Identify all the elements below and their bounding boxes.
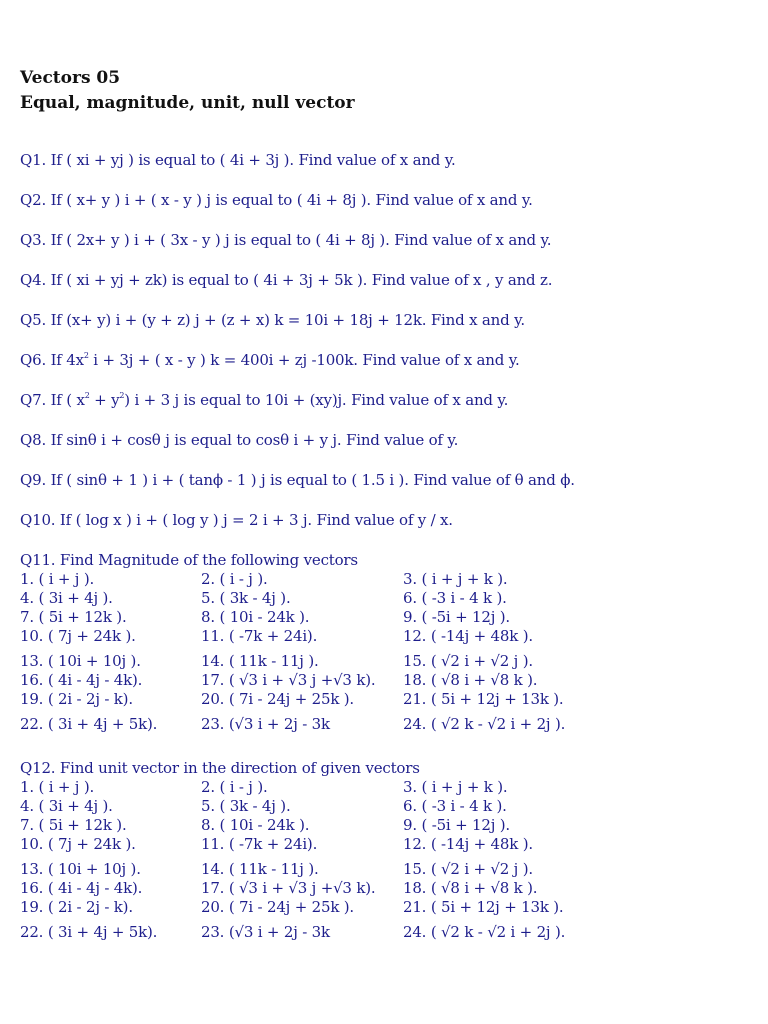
vector-grid [20,778,750,942]
vector-item: 13. ( 10i + 10j ). [20,860,141,878]
vector-item: 6. ( -3 i - 4 k ). [403,797,507,815]
vector-item: 23. (√3 i + 2j - 3k [201,923,330,941]
vector-item: 5. ( 3k - 4j ). [201,589,291,607]
vector-item: 10. ( 7j + 24k ). [20,627,136,645]
vector-item: 7. ( 5i + 12k ). [20,816,127,834]
vector-item: 7. ( 5i + 12k ). [20,608,127,626]
question-q4 [20,270,750,310]
question-text-part: 2 [84,391,90,400]
vector-item: 1. ( i + j ). [20,778,95,796]
question-q1 [20,150,750,190]
document-title: Vectors 05 [20,68,121,88]
question-text-part: ) i + 3 j is equal to 10i + (xy)j. Find value of x and y. [124,391,509,409]
vector-item: 1. ( i + j ). [20,570,95,588]
question-q8 [20,430,750,470]
question-text-part: + y [89,391,120,409]
question-text-part: Q5. If (x+ y) i + (y + z) j + (z + x) k = 10i + 18j + 12k. Find x and y. [20,311,525,329]
vector-item: 18. ( √8 i + √8 k ). [403,671,538,689]
vector-item: 22. ( 3i + 4j + 5k). [20,715,158,733]
vector-item: 24. ( √2 k - √2 i + 2j ). [403,715,566,733]
vector-item: 18. ( √8 i + √8 k ). [403,879,538,897]
question-q3 [20,230,750,270]
section-heading: Q11. Find Magnitude of the following vectors [20,551,358,569]
exercise-section-1 [20,550,750,734]
vector-item: 13. ( 10i + 10j ). [20,652,141,670]
exercise-sections [20,550,750,942]
document-subtitle: Equal, magnitude, unit, null vector [20,93,355,113]
vector-item: 10. ( 7j + 24k ). [20,835,136,853]
vector-item: 9. ( -5i + 12j ). [403,816,510,834]
vector-item: 21. ( 5i + 12j + 13k ). [403,898,564,916]
vector-item: 8. ( 10i - 24k ). [201,816,310,834]
vector-item: 16. ( 4i - 4j - 4k). [20,879,143,897]
vector-item: 20. ( 7i - 24j + 25k ). [201,898,354,916]
question-q10 [20,510,750,550]
vector-item: 16. ( 4i - 4j - 4k). [20,671,143,689]
vector-item: 6. ( -3 i - 4 k ). [403,589,507,607]
question-q9 [20,470,750,510]
vector-item: 4. ( 3i + 4j ). [20,797,113,815]
vector-item: 17. ( √3 i + √3 j +√3 k). [201,671,376,689]
vector-item: 19. ( 2i - 2j - k). [20,690,133,708]
question-text-part: Q1. If ( xi + yj ) is equal to ( 4i + 3j ). Find value of x and y. [20,151,456,169]
vector-grid [20,570,750,734]
vector-item: 12. ( -14j + 48k ). [403,835,533,853]
question-q6 [20,350,750,390]
vector-item: 15. ( √2 i + √2 j ). [403,860,533,878]
question-text-part: Q4. If ( xi + yj + zk) is equal to ( 4i + 3j + 5k ). Find value of x , y and z. [20,271,553,289]
question-text-part: Q6. If 4x [20,351,84,369]
question-text-part: Q3. If ( 2x+ y ) i + ( 3x - y ) j is equal to ( 4i + 8j ). Find value of x and y. [20,231,552,249]
question-text-part: Q10. If ( log x ) i + ( log y ) j = 2 i + 3 j. Find value of y / x. [20,511,453,529]
vector-item: 2. ( i - j ). [201,570,268,588]
section-heading: Q12. Find unit vector in the direction of given vectors [20,759,420,777]
vector-item: 22. ( 3i + 4j + 5k). [20,923,158,941]
question-text-part: Q2. If ( x+ y ) i + ( x - y ) j is equal to ( 4i + 8j ). Find value of x and y. [20,191,533,209]
exercise-section-2 [20,758,750,942]
question-text-part: Q9. If ( sinθ + 1 ) i + ( tanϕ - 1 ) j is equal to ( 1.5 i ). Find value of θ and ϕ. [20,471,575,489]
question-text-part: Q8. If sinθ i + cosθ j is equal to cosθ i + y j. Find value of y. [20,431,459,449]
vector-item: 14. ( 11k - 11j ). [201,652,319,670]
vector-item: 8. ( 10i - 24k ). [201,608,310,626]
vector-item: 2. ( i - j ). [201,778,268,796]
question-text-part: i + 3j + ( x - y ) k = 400i + zj -100k. Find value of x and y. [88,351,520,369]
vector-item: 12. ( -14j + 48k ). [403,627,533,645]
vector-item: 24. ( √2 k - √2 i + 2j ). [403,923,566,941]
vector-item: 9. ( -5i + 12j ). [403,608,510,626]
vector-item: 11. ( -7k + 24i). [201,627,318,645]
question-text-part: Q7. If ( x [20,391,85,409]
vector-item: 23. (√3 i + 2j - 3k [201,715,330,733]
vector-item: 5. ( 3k - 4j ). [201,797,291,815]
question-q7 [20,390,750,430]
vector-item: 17. ( √3 i + √3 j +√3 k). [201,879,376,897]
vector-item: 14. ( 11k - 11j ). [201,860,319,878]
vector-item: 4. ( 3i + 4j ). [20,589,113,607]
question-q5 [20,310,750,350]
document-page [20,66,750,966]
vector-item: 21. ( 5i + 12j + 13k ). [403,690,564,708]
vector-item: 3. ( i + j + k ). [403,778,508,796]
vector-item: 15. ( √2 i + √2 j ). [403,652,533,670]
question-list [20,150,750,550]
question-text-part: 2 [119,391,125,400]
vector-item: 20. ( 7i - 24j + 25k ). [201,690,354,708]
question-text-part: 2 [83,351,89,360]
vector-item: 3. ( i + j + k ). [403,570,508,588]
question-q2 [20,190,750,230]
vector-item: 11. ( -7k + 24i). [201,835,318,853]
vector-item: 19. ( 2i - 2j - k). [20,898,133,916]
